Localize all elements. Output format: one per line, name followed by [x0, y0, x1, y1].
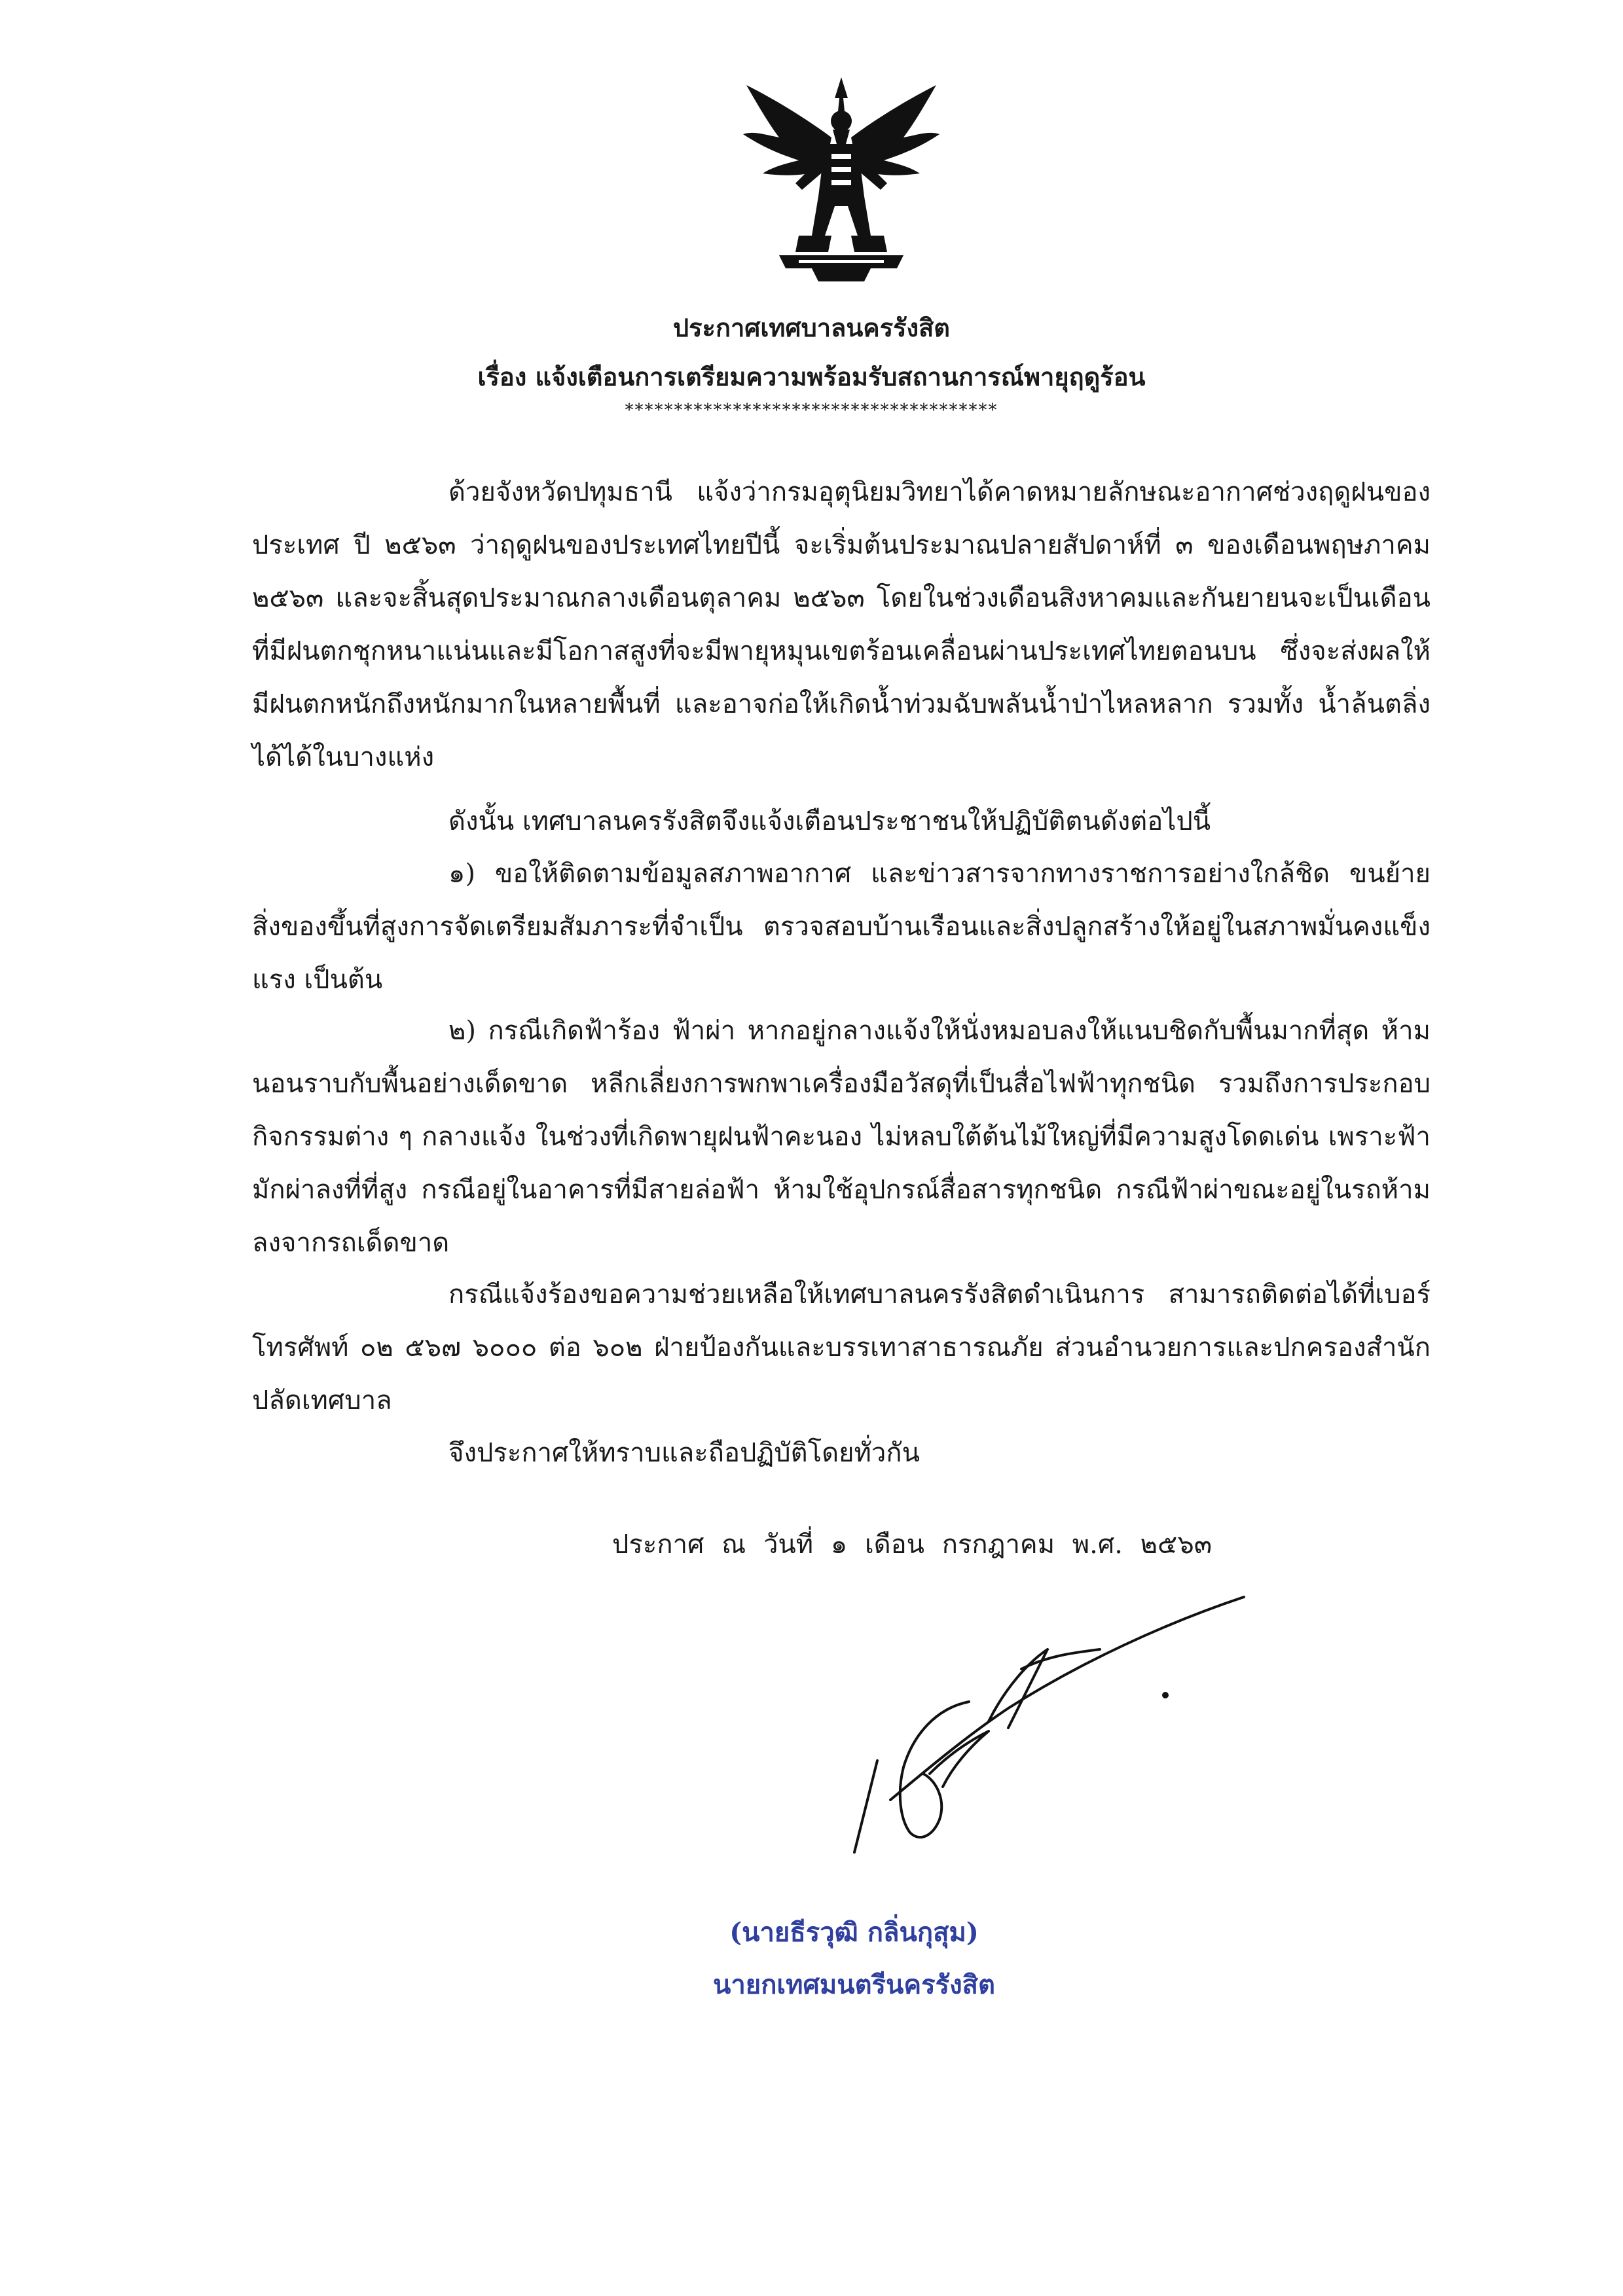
header-separator: ************************************** — [625, 401, 998, 420]
item-2-text: ๒) กรณีเกิดฟ้าร้อง ฟ้าผ่า หากอยู่กลางแจ้งให้นั่งหมอบลงให้แนบชิดกับพื้นมากที่สุด ห้ามนอนราบกับพื้นอย่างเด็ดขาด หลีกเลี่ยงการพกพาเครื่องมือวัสดุที่เป็นสื่อไฟฟ้าทุกชนิด รวมถึงการประกอบกิจกรรมต่าง ๆ กลางแจ้ง ในช่วงที่เกิดพายุฝนฟ้าคะนอง ไม่หลบใต้ต้นไม้ใหญ่ที่มีความสูงโดดเด่น เพราะฟ้ามักผ่าลงที่ที่สูง กรณีอยู่ในอาคารที่มีสายล่อฟ้า ห้ามใช้อุปกรณ์สื่อสารทุกชนิด กรณีฟ้าผ่าขณะอยู่ในรถห้ามลงจากรถเด็ดขาด — [252, 1016, 1431, 1258]
paragraph-3-text: กรณีแจ้งร้องขอความช่วยเหลือให้เทศบาลนครรังสิตดำเนินการ สามารถติดต่อได้ที่เบอร์โทรศัพท์ ๐๒ ๕๖๗ ๖๐๐๐ ต่อ ๖๐๒ ฝ่ายป้องกันและบรรเทาสาธารณภัย ส่วนอำนวยการและปกครองสำนักปลัดเทศบาล — [252, 1280, 1431, 1416]
closing-statement: จึงประกาศให้ทราบและถือปฏิบัติโดยทั่วกัน — [448, 1438, 920, 1468]
body-paragraph-1 — [252, 466, 1431, 784]
paragraph-1-text: ด้วยจังหวัดปทุมธานี แจ้งว่ากรมอุตุนิยมวิทยาได้คาดหมายลักษณะอากาศช่วงฤดูฝนของประเทศ ปี ๒๕๖๓ ว่าฤดูฝนของประเทศไทยปีนี้ จะเริ่มต้นประมาณปลายสัปดาห์ที่ ๓ ของเดือนพฤษภาคม ๒๕๖๓ และจะสิ้นสุดประมาณกลางเดือนตุลาคม ๒๕๖๓ โดยในช่วงเดือนสิงหาคมและกันยายนจะเป็นเดือนที่มีฝนตกชุกหนาแน่นและมีโอกาสสูงที่จะมีพายุหมุนเขตร้อนเคลื่อนผ่านประเทศไทยตอนบน ซึ่งจะส่งผลให้มีฝนตกหนักถึงหนักมากในหลายพื้นที่ และอาจก่อให้เกิดน้ำท่วมฉับพลันน้ำป่าไหลหลาก รวมทั้ง น้ำล้นตลิ่งได้ได้ในบางแห่ง — [252, 477, 1431, 772]
announcement-title: ประกาศเทศบาลนครรังสิต — [673, 313, 950, 342]
body-paragraph-3 — [252, 1268, 1431, 1427]
instruction-item-2 — [252, 1005, 1431, 1270]
announcement-subject: เรื่อง แจ้งเตือนการเตรียมความพร้อมรับสถานการณ์พายุฤดูร้อน — [477, 362, 1146, 391]
signatory-position: นายกเทศมนตรีนครรังสิต — [712, 1969, 996, 2000]
announcement-date: ประกาศ ณ วันที่ ๑ เดือน กรกฎาคม พ.ศ. ๒๕๖๓ — [612, 1530, 1213, 1560]
signature-icon — [773, 1577, 1270, 1878]
signatory-name: (นายธีรวุฒิ กลิ่นกุสุม) — [729, 1917, 979, 1948]
item-1-text: ๑) ขอให้ติดตามข้อมูลสภาพอากาศ และข่าวสารจากทางราชการอย่างใกล้ชิด ขนย้ายสิ่งของขึ้นที่สูงการจัดเตรียมสัมภาระที่จำเป็น ตรวจสอบบ้านเรือนและสิ่งปลูกสร้างให้อยู่ในสภาพมั่นคงแข็งแรง เป็นต้น — [252, 859, 1431, 995]
paragraph-2-text: ดังนั้น เทศบาลนครรังสิตจึงแจ้งเตือนประชาชนให้ปฏิบัติตนดังต่อไปนี้ — [448, 806, 1211, 836]
instruction-item-1 — [252, 848, 1431, 1007]
garuda-emblem-icon — [733, 72, 949, 288]
body-paragraph-2 — [252, 795, 1431, 848]
